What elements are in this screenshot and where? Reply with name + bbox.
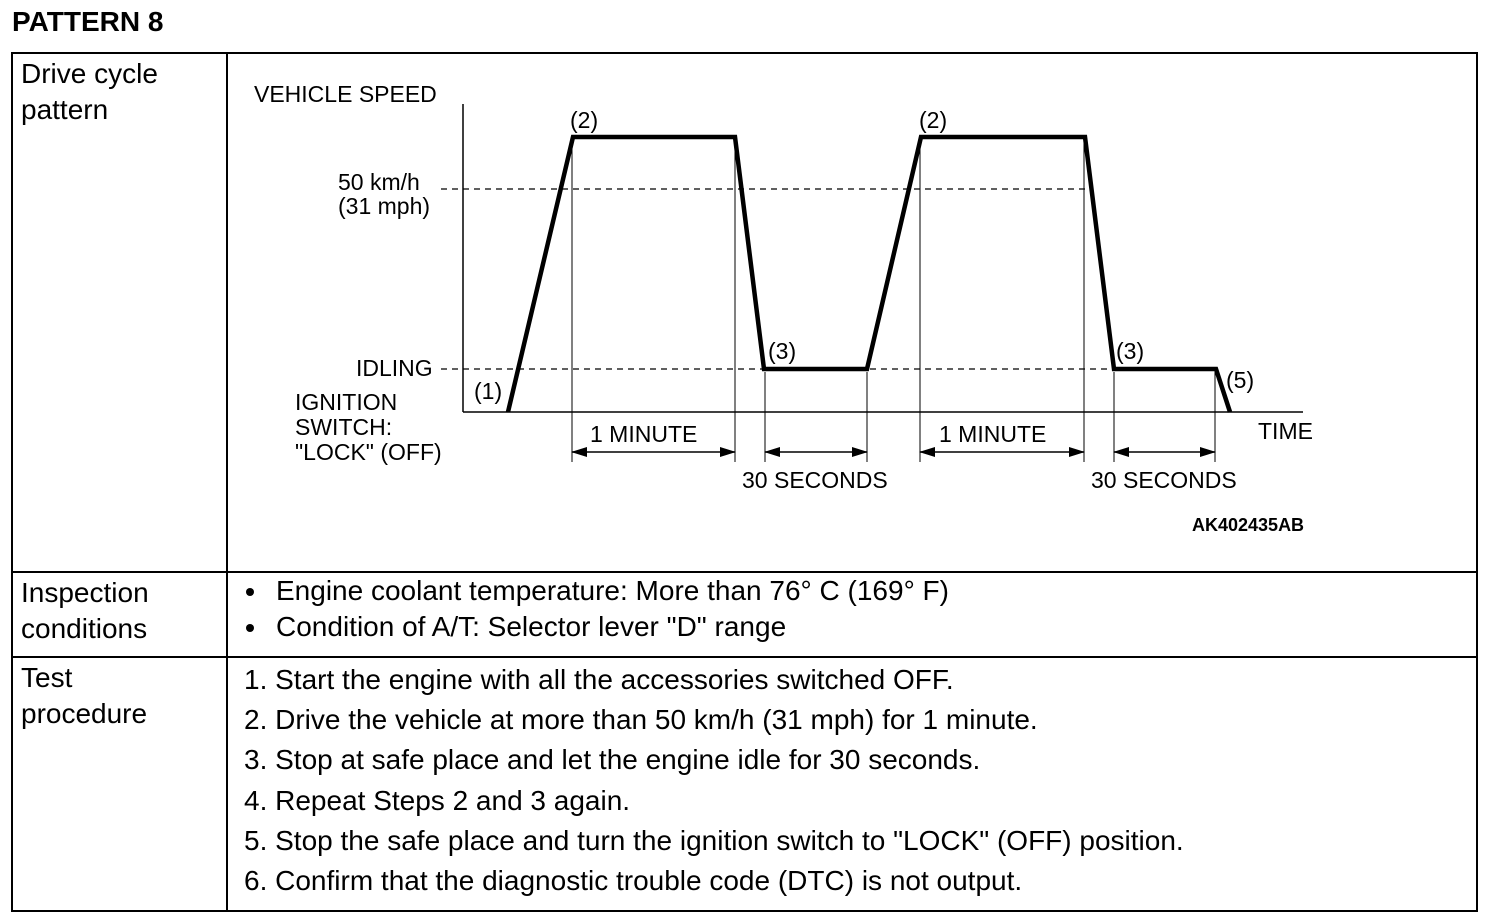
point-3-label: (3) (1116, 338, 1145, 364)
inspection-conditions-cell (227, 572, 1477, 657)
procedure-steps-list (228, 658, 1476, 901)
ignition-switch-label: SWITCH: (295, 414, 393, 440)
procedure-step: 2. Drive the vehicle at more than 50 km/h (31 mph) for 1 minute. (244, 704, 1038, 736)
inspection-conditions-row (12, 572, 1477, 657)
y-axis-label: VEHICLE SPEED (254, 81, 437, 107)
one-minute-label: 1 MINUTE (939, 421, 1047, 447)
thirty-seconds-label: 30 SECONDS (1091, 467, 1237, 493)
procedure-step: 4. Repeat Steps 2 and 3 again. (244, 784, 631, 816)
procedure-step: 5. Stop the safe place and turn the ignition switch to "LOCK" (OFF) position. (244, 824, 1184, 856)
test-procedure-cell (227, 657, 1477, 911)
test-procedure-label: Test procedure (12, 657, 227, 911)
procedure-step: 6. Confirm that the diagnostic trouble code (DTC) is not output. (244, 865, 1023, 897)
point-3-label: (3) (768, 338, 797, 364)
drive-cycle-graph (228, 54, 1485, 569)
test-procedure-row (12, 657, 1477, 911)
point-5-label: (5) (1226, 367, 1255, 393)
speed-50-label: 50 km/h (338, 169, 420, 195)
drive-cycle-table (11, 52, 1478, 912)
thirty-seconds-label: 30 SECONDS (742, 467, 888, 493)
point-2-label: (2) (570, 107, 599, 133)
x-axis-label: TIME (1258, 418, 1313, 444)
one-minute-label: 1 MINUTE (590, 421, 698, 447)
inspection-conditions-label: Inspection conditions (12, 572, 227, 657)
condition-item: Condition of A/T: Selector lever "D" range (244, 609, 1476, 645)
procedure-step: 1. Start the engine with all the accessories switched OFF. (244, 664, 954, 695)
speed-31mph-label: (31 mph) (338, 193, 431, 219)
figure-code: AK402435AB (1192, 515, 1305, 535)
condition-item: Engine coolant temperature: More than 76° C (169° F) (244, 573, 1476, 609)
point-2-label: (2) (919, 107, 948, 133)
drive-cycle-label: Drive cycle pattern (12, 53, 227, 572)
speed-profile-line (508, 137, 1230, 412)
point-1-label: (1) (474, 378, 503, 404)
ignition-label: IGNITION (295, 389, 398, 415)
conditions-list (228, 573, 1476, 645)
drive-cycle-row (12, 53, 1477, 572)
ignition-lock-label: "LOCK" (OFF) (295, 439, 442, 465)
procedure-step: 3. Stop at safe place and let the engine idle for 30 seconds. (244, 744, 981, 776)
page-title: PATTERN 8 (12, 6, 164, 37)
drive-cycle-diagram (228, 54, 1476, 569)
drive-cycle-diagram-cell (227, 53, 1477, 572)
idling-label: IDLING (356, 355, 433, 381)
